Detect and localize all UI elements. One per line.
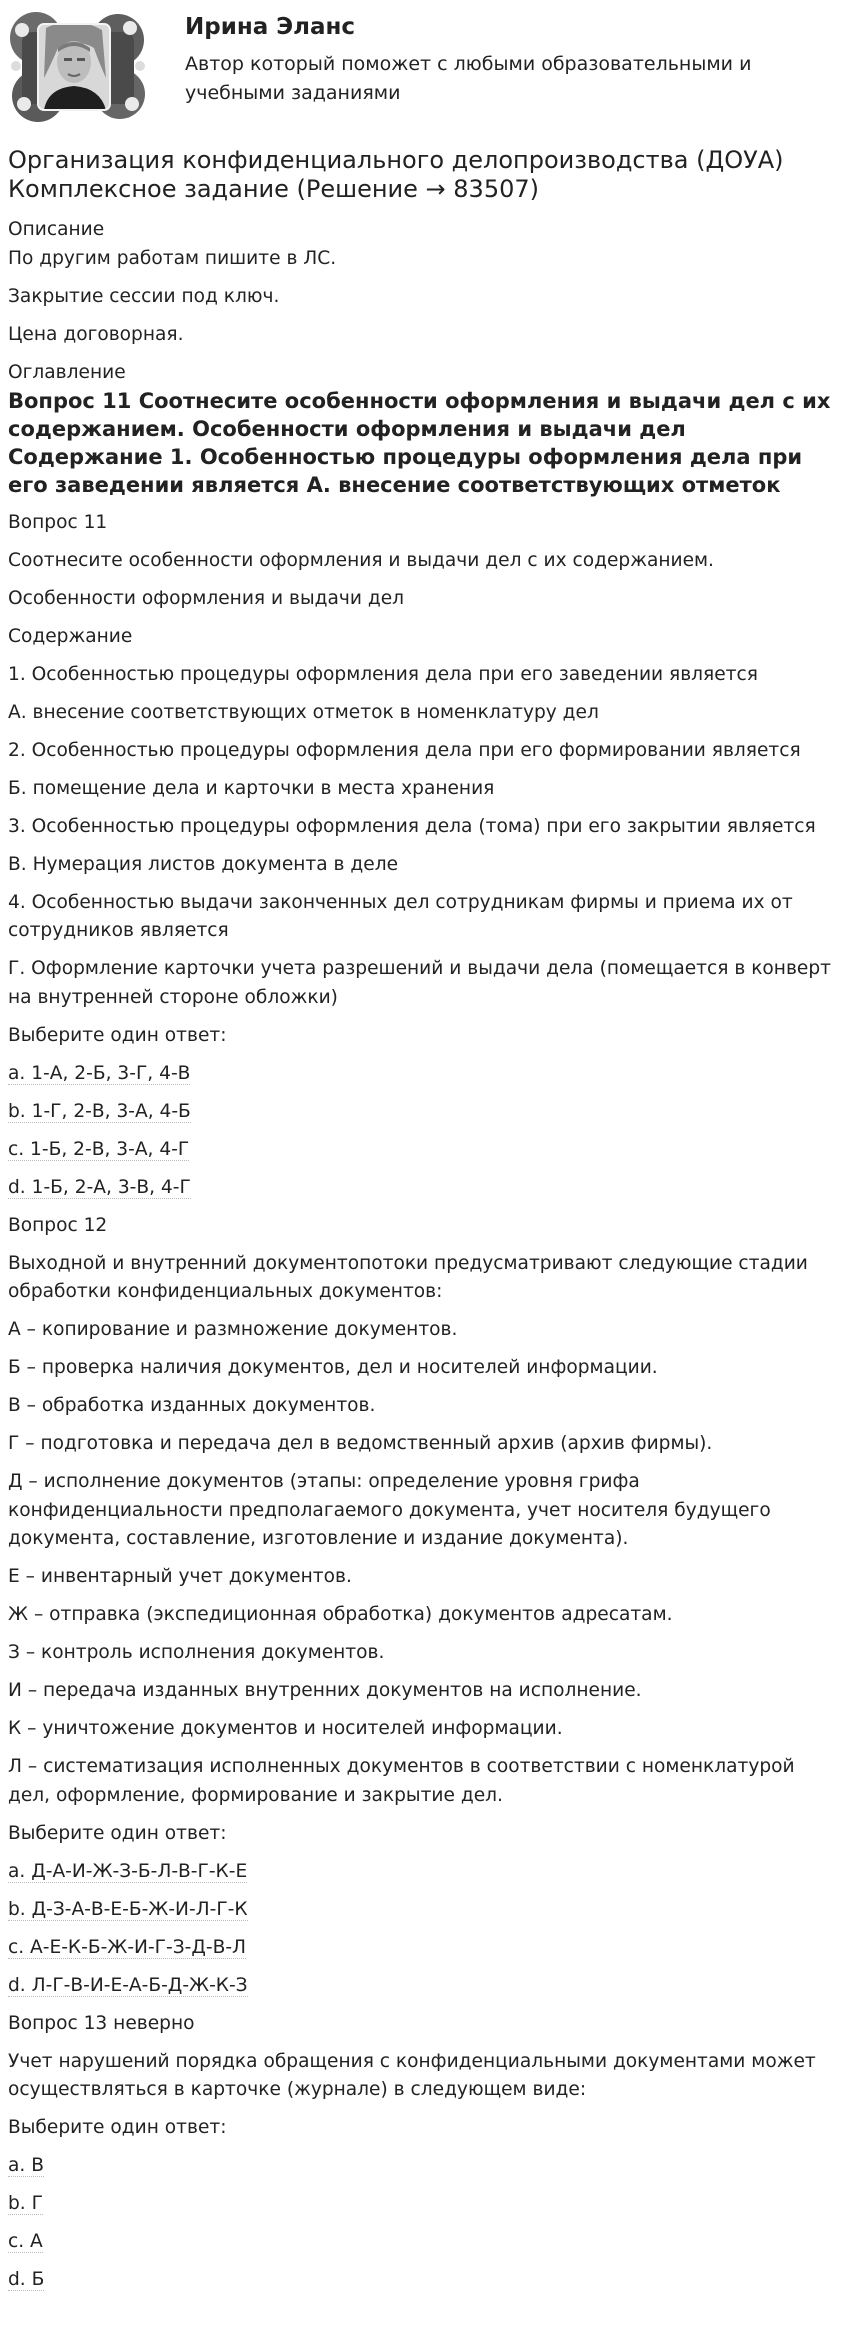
answer-prompt: Выберите один ответ: bbox=[8, 2117, 227, 2138]
author-description: Автор который поможет с любыми образовательными и учебными заданиями bbox=[185, 53, 752, 104]
author-avatar[interactable] bbox=[8, 8, 148, 126]
answer-option[interactable]: a. В bbox=[8, 2155, 44, 2176]
description-line: Цена договорная. bbox=[8, 323, 184, 345]
author-card bbox=[0, 0, 847, 140]
paragraph: И – передача изданных внутренних документов на исполнение. bbox=[8, 1680, 642, 1701]
paragraph: Ж – отправка (экспедиционная обработка) документов адресатам. bbox=[8, 1604, 673, 1625]
paragraph: Л – систематизация исполненных документов в соответствии с номенклатурой дел, оформление, формирование и закрытие дел. bbox=[8, 1756, 795, 1806]
answer-option[interactable]: c. А-Е-К-Б-Ж-И-Г-З-Д-В-Л bbox=[8, 1936, 247, 1958]
question-text: Соотнесите особенности оформления и выдачи дел с их содержанием. bbox=[8, 549, 714, 571]
description-line: Закрытие сессии под ключ. bbox=[8, 285, 280, 307]
paragraph: Е – инвентарный учет документов. bbox=[8, 1566, 352, 1587]
answer-option[interactable]: b. Г bbox=[8, 2193, 43, 2214]
paragraph: А – копирование и размножение документов. bbox=[8, 1319, 458, 1340]
question-text: Учет нарушений порядка обращения с конфиденциальными документами может осуществляться в карточке (журнале) в следующем виде: bbox=[8, 2050, 816, 2100]
question-heading: Вопрос 13 неверно bbox=[8, 2012, 195, 2034]
paragraph: Д – исполнение документов (этапы: определение уровня грифа конфиденциальности предполагаемого документа, учет носителя будущего документа, составление, изготовление и издание документа). bbox=[8, 1471, 771, 1549]
description-line: По другим работам пишите в ЛС. bbox=[8, 247, 337, 269]
author-name[interactable]: Ирина Эланс bbox=[185, 14, 356, 40]
paragraph: Особенности оформления и выдачи дел bbox=[8, 587, 405, 609]
answer-option[interactable]: b. Д-З-А-В-Е-Б-Ж-И-Л-Г-К bbox=[8, 1898, 248, 1920]
answer-option[interactable]: a. Д-А-И-Ж-З-Б-Л-В-Г-К-Е bbox=[8, 1860, 248, 1882]
paragraph: 4. Особенностью выдачи законченных дел сотрудникам фирмы и приема их от сотрудников является bbox=[8, 891, 793, 941]
question-heading: Вопрос 12 bbox=[8, 1214, 108, 1236]
paragraph: 1. Особенностью процедуры оформления дела при его заведении является bbox=[8, 663, 758, 685]
question-text: Выходной и внутренний документопотоки предусматривают следующие стадии обработки конфиденциальных документов: bbox=[8, 1252, 808, 1302]
paragraph: В – обработка изданных документов. bbox=[8, 1395, 376, 1416]
paragraph: 3. Особенностью процедуры оформления дела (тома) при его закрытии является bbox=[8, 815, 816, 837]
answer-prompt: Выберите один ответ: bbox=[8, 1024, 227, 1046]
document-content bbox=[8, 216, 838, 2304]
page-title: Организация конфиденциального делопроизводства (ДОУА) Комплексное задание (Решение → 83507) bbox=[8, 146, 784, 203]
answer-option[interactable]: d. Б bbox=[8, 2269, 45, 2290]
paragraph: В. Нумерация листов документа в деле bbox=[8, 853, 399, 875]
answer-option[interactable]: b. 1-Г, 2-В, 3-А, 4-Б bbox=[8, 1100, 191, 1122]
toc-text: Вопрос 11 Соотнесите особенности оформления и выдачи дел с их содержанием. Особенности оформления и выдачи дел Содержание 1. Особенностью процедуры оформления дела при его заведении является А. внесение соответствующих отметок bbox=[8, 389, 831, 497]
paragraph: Г. Оформление карточки учета разрешений и выдачи дела (помещается в конверт на внутренней стороне обложки) bbox=[8, 958, 832, 1008]
paragraph: К – уничтожение документов и носителей информации. bbox=[8, 1718, 563, 1739]
paragraph: З – контроль исполнения документов. bbox=[8, 1642, 385, 1663]
answer-option[interactable]: c. А bbox=[8, 2231, 43, 2252]
answer-option[interactable]: d. 1-Б, 2-А, 3-В, 4-Г bbox=[8, 1176, 191, 1198]
answer-option[interactable]: d. Л-Г-В-И-Е-А-Б-Д-Ж-К-З bbox=[8, 1974, 248, 1996]
answer-prompt: Выберите один ответ: bbox=[8, 1822, 227, 1844]
toc-heading: Оглавление bbox=[8, 361, 126, 383]
description-heading: Описание bbox=[8, 219, 105, 240]
paragraph: А. внесение соответствующих отметок в номенклатуру дел bbox=[8, 701, 599, 723]
paragraph: 2. Особенностью процедуры оформления дела при его формировании является bbox=[8, 739, 801, 761]
paragraph: Содержание bbox=[8, 625, 133, 647]
paragraph: Г – подготовка и передача дел в ведомственный архив (архив фирмы). bbox=[8, 1433, 713, 1454]
paragraph: Б. помещение дела и карточки в места хранения bbox=[8, 777, 495, 799]
answer-option[interactable]: c. 1-Б, 2-В, 3-А, 4-Г bbox=[8, 1138, 190, 1160]
paragraph: Б – проверка наличия документов, дел и носителей информации. bbox=[8, 1357, 658, 1378]
answer-option[interactable]: a. 1-А, 2-Б, 3-Г, 4-В bbox=[8, 1062, 191, 1084]
question-heading: Вопрос 11 bbox=[8, 511, 108, 533]
